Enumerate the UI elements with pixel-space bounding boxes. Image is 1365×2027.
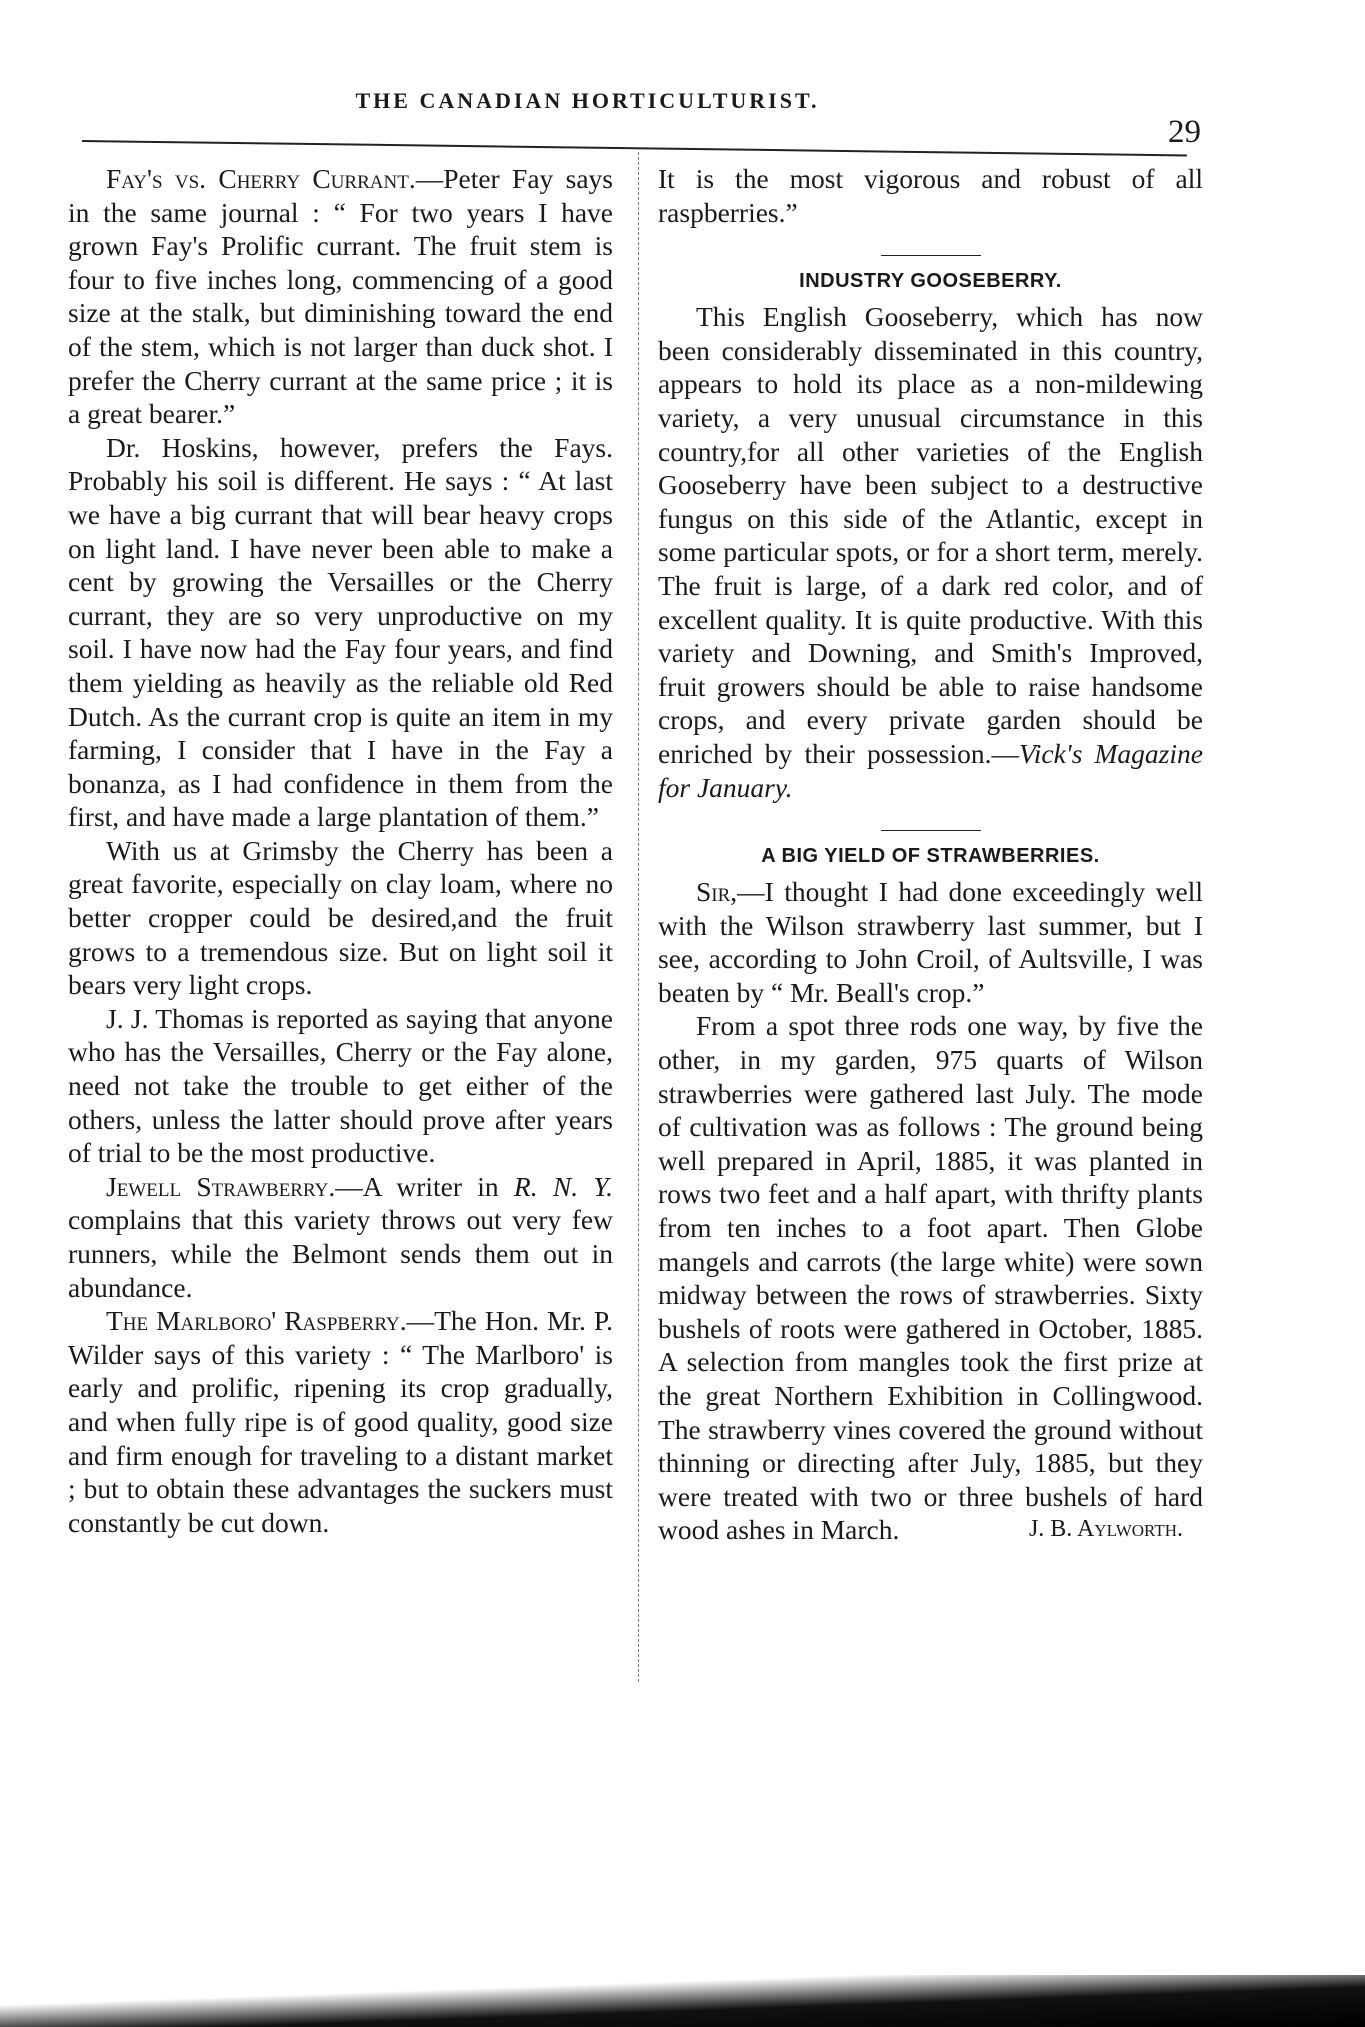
author-signature: J. B. Aylworth. xyxy=(1028,1516,1183,1543)
paragraph-jewell-strawberry xyxy=(68,1170,613,1304)
paragraph-text: —A writer in xyxy=(335,1170,514,1202)
page-number: 29 xyxy=(1168,114,1201,150)
right-column xyxy=(658,162,1203,1547)
source-citation: Vick's Magazine for January. xyxy=(658,737,1203,803)
paragraph-fay-vs-cherry xyxy=(68,162,613,431)
paragraph-thomas: J. J. Thomas is reported as saying that anyone who has the Versailles, Cherry or the Fay alone, need not take the trouble to get either of the others, unless the latter should prove after years of trial to be the most productive. xyxy=(68,1002,613,1169)
section-rule xyxy=(881,830,981,831)
paragraph-strawberry-yield xyxy=(658,1009,1203,1547)
paragraph-lead: Fay's vs. Cherry Currant. xyxy=(106,163,416,194)
paragraph-text: This English Gooseberry, which has now been considerably disseminated in this country, appears to hold its place as a non-mildewing variety, a very unusual circumstance in this country,for all other varieties of the English Gooseberry have been subject to a destructive fungus on this side of the Atlantic, except in some particular spots, or for a short term, merely. The fruit is large, of a dark red color, and of excellent quality. It is quite productive. With this variety and Downing, and Smith's Improved, fruit growers should be able to raise handsome crops, and every private garden should be enriched by their possession.— xyxy=(658,301,1203,769)
paragraph-lead: The Marlboro' Raspberry. xyxy=(106,1305,407,1337)
paragraph-text: From a spot three rods one way, by five the other, in my garden, 975 quarts of Wilson strawberries were gathered last July. The mode of cultivation was as follows : The ground being well prepared in April, 1885, it was planted in rows two feet and a half apart, with thrifty plants from ten inches to a foot apart. Then Globe mangels and carrots (the large white) were sown midway between the rows of strawberries. Sixty bushels of roots were gathered in October, 1885. A selection from mangles took the first prize at the great Northern Exhibition in Collingwood. The strawberry vines covered the ground without thinning or directing after July, 1885, but they were treated with two or three bushels of hard wood ashes in March. xyxy=(658,1010,1203,1546)
paragraph-hoskins: Dr. Hoskins, however, prefers the Fays. Probably his soil is different. He says : “ At last we have a big currant that will bear heavy crops on light land. I have never been able to make a cent by growing the Versailles or the Cherry currant, they are so very unproductive on my soil. I have now had the Fay four years, and find them yielding as heavily as the reliable old Red Dutch. As the currant crop is quite an item in my farming, I consider that I have in the Fay a bonanza, as I had confidence in them from the first, and have made a large plantation of them.” xyxy=(68,431,613,833)
paragraph-text: complains that this variety throws out very few runners, while the Belmont sends them out in abundance. xyxy=(68,1204,613,1303)
paragraph-grimsby: With us at Grimsby the Cherry has been a great favorite, especially on clay loam, where no better cropper could be desired,and the fruit grows to a tremendous size. But on light soil it bears very light crops. xyxy=(68,834,613,1001)
paragraph-marlboro-raspberry xyxy=(68,1304,613,1539)
left-column xyxy=(68,162,613,1539)
scan-edge-shadow xyxy=(0,1975,1365,2027)
paragraph-text: —Peter Fay says in the same journal : “ For two years I have grown Fay's Prolific currant. The fruit stem is four to five inches long, commencing of a good size at the stalk, but diminishing toward the end of the stem, which is not larger than duck shot. I prefer the Cherry currant at the same price ; it is a great bearer.” xyxy=(68,163,613,430)
paragraph-continuation: It is the most vigorous and robust of all raspberries.” xyxy=(658,163,1203,228)
paragraph-sir xyxy=(658,875,1203,1009)
paragraph-text: —The Hon. Mr. P. Wilder says of this variety : “ The Marlboro' is early and prolific, ripening its crop gradually, and when fully ripe is of good quality, good size and firm enough for traveling to a distant market ; but to obtain these advantages the suckers must constantly be cut down. xyxy=(68,1305,613,1538)
header-rule xyxy=(82,140,1187,156)
section-rule xyxy=(881,255,981,256)
heading-industry-gooseberry: INDUSTRY GOOSEBERRY. xyxy=(799,270,1062,293)
source-citation: R. N. Y. xyxy=(513,1170,613,1202)
heading-big-yield-strawberries: A BIG YIELD OF STRAWBERRIES. xyxy=(761,845,1100,868)
paragraph-text: —I thought I had done exceedingly well with the Wilson strawberry last summer, but I see, according to John Croil, of Aultsville, I was beaten by “ Mr. Beall's crop.” xyxy=(658,876,1203,1008)
paragraph-lead: Sir, xyxy=(696,876,738,908)
column-divider xyxy=(638,152,639,1682)
running-header: THE CANADIAN HORTICULTURIST. xyxy=(355,88,820,113)
paragraph-gooseberry xyxy=(658,300,1203,804)
paragraph-lead: Jewell Strawberry. xyxy=(106,1170,336,1202)
